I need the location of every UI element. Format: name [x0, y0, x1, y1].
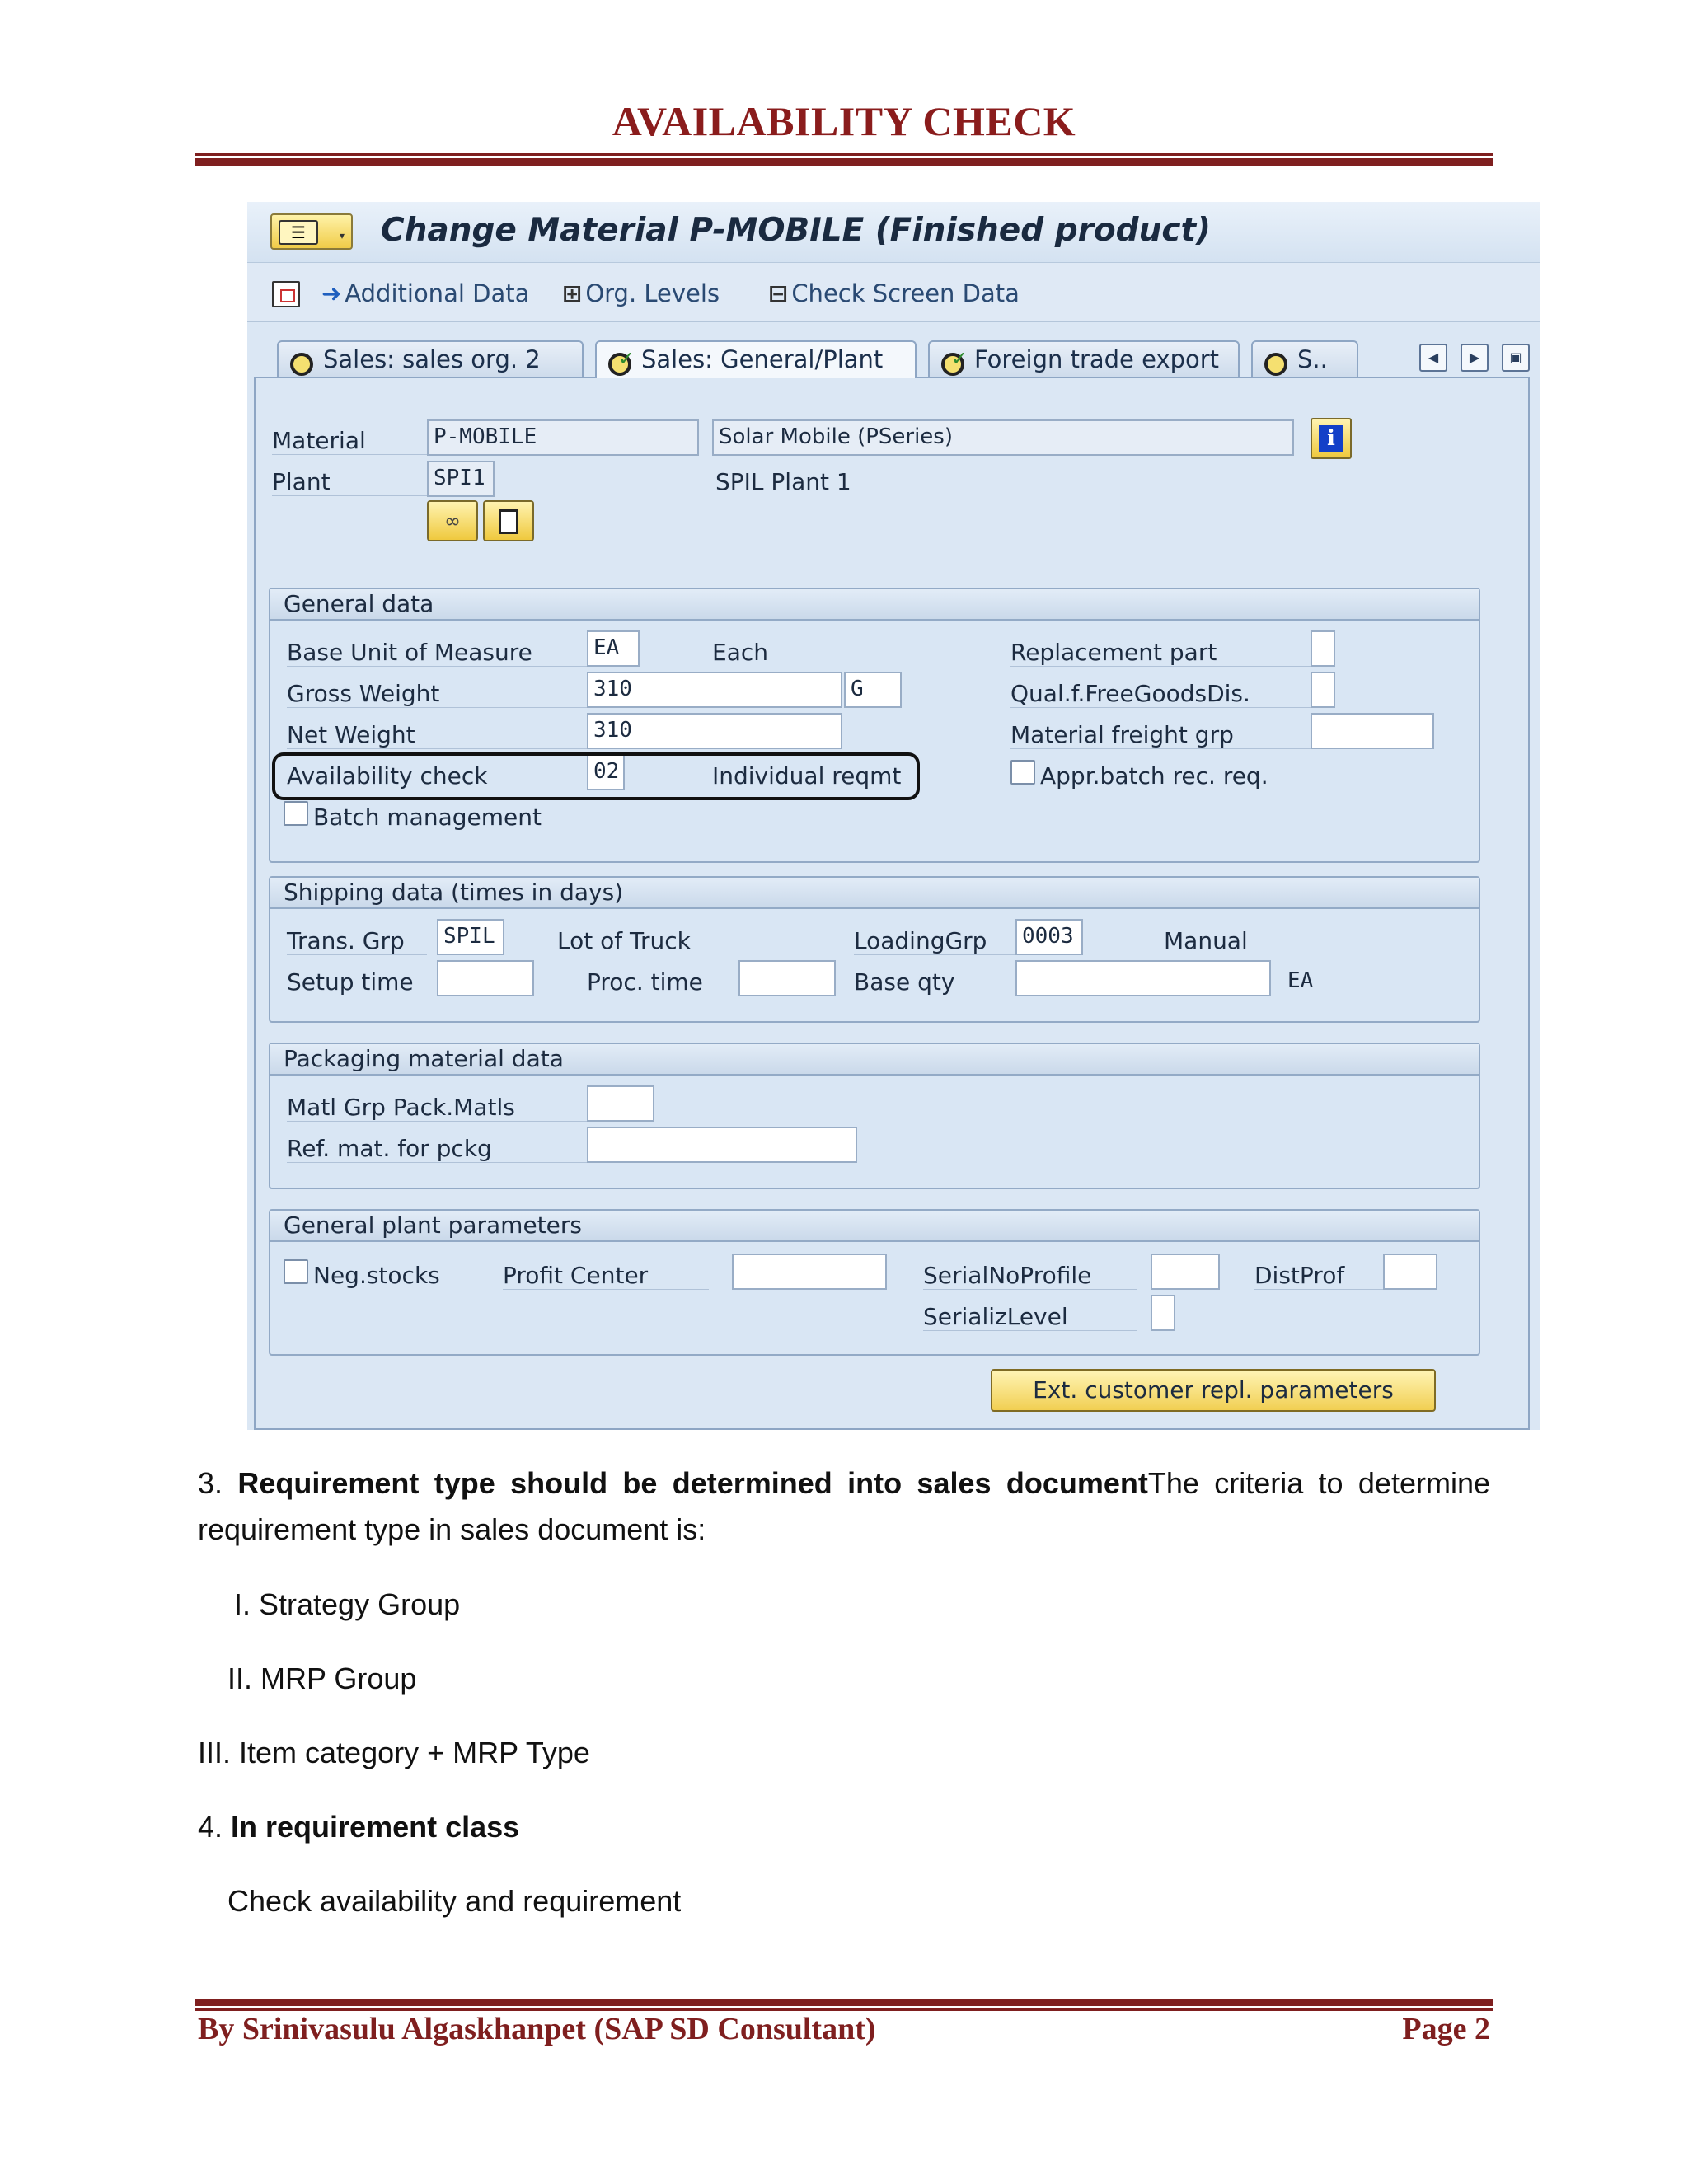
material-field[interactable]: P-MOBILE — [427, 419, 699, 456]
footer-rule-thick — [195, 1999, 1493, 2006]
trans-grp-text: Lot of Truck — [557, 927, 691, 954]
org-levels-button[interactable] — [562, 279, 720, 307]
base-uom-text: Each — [712, 639, 768, 666]
qual-free-goods-label: Qual.f.FreeGoodsDis. — [1010, 680, 1315, 708]
check-screen-data-button[interactable] — [768, 279, 1020, 307]
requirement-class-text: Check availability and requirement — [227, 1884, 682, 1918]
plant-label: Plant — [272, 468, 445, 496]
ref-mat-pckg-field[interactable] — [587, 1127, 857, 1163]
qual-free-goods-field[interactable] — [1311, 672, 1335, 708]
base-qty-label: Base qty — [854, 968, 1019, 996]
check-screen-data-label: Check Screen Data — [791, 279, 1020, 307]
additional-data-button[interactable] — [321, 279, 529, 307]
hierarchy-icon: ⊞ — [562, 279, 583, 307]
bold-heading: Requirement type should be determined into sales document — [237, 1466, 1148, 1500]
net-weight-label: Net Weight — [287, 721, 592, 749]
weight-unit-field[interactable]: G — [844, 672, 902, 708]
tab-complete-icon — [607, 348, 635, 371]
ext-customer-repl-parameters-button[interactable]: Ext. customer repl. parameters — [991, 1369, 1436, 1412]
tab-foreign-trade-export[interactable] — [928, 340, 1240, 378]
check-screen-icon: ⊟ — [768, 279, 789, 307]
proc-time-field[interactable] — [738, 960, 836, 996]
loading-grp-text: Manual — [1164, 927, 1248, 954]
profit-center-label: Profit Center — [503, 1262, 709, 1290]
gross-weight-label: Gross Weight — [287, 680, 592, 708]
availability-check-text: Individual reqmt — [712, 762, 902, 790]
additional-data-label: Additional Data — [345, 279, 530, 307]
item-number: 3. — [198, 1466, 238, 1500]
info-button[interactable] — [1311, 418, 1352, 459]
group-title: Shipping data (times in days) — [270, 878, 1479, 909]
tab-label: Foreign trade export — [974, 345, 1220, 373]
replacement-part-label: Replacement part — [1010, 639, 1315, 667]
replacement-part-field[interactable] — [1311, 630, 1335, 667]
tab-strip — [247, 332, 1540, 378]
header-rule-thick — [195, 158, 1493, 166]
trans-grp-field[interactable]: SPIL — [437, 919, 504, 955]
tab-sales-org-2[interactable] — [277, 340, 584, 378]
dist-prof-field[interactable] — [1383, 1254, 1437, 1290]
tab-label: Sales: sales org. 2 — [323, 345, 541, 373]
serial-no-profile-field[interactable] — [1151, 1254, 1220, 1290]
profit-center-field[interactable] — [732, 1254, 887, 1290]
batch-management-label: Batch management — [313, 804, 542, 831]
tab-complete-icon — [940, 348, 968, 371]
header-rule-thin — [195, 153, 1493, 156]
trans-grp-label: Trans. Grp — [287, 927, 427, 955]
window-title: Change Material P-MOBILE (Finished product) — [381, 212, 1211, 249]
system-menu-icon: ☰ — [279, 220, 318, 245]
group-title: General data — [270, 589, 1479, 621]
tab-label: S.. — [1297, 345, 1328, 373]
tab-list-button[interactable]: ▣ — [1502, 344, 1530, 372]
group-title: Packaging material data — [270, 1044, 1479, 1076]
setup-time-label: Setup time — [287, 968, 427, 996]
arrow-right-icon: ➜ — [321, 279, 342, 307]
list-item: III. Item category + MRP Type — [198, 1736, 590, 1769]
tab-more[interactable] — [1251, 340, 1358, 378]
application-toolbar — [247, 263, 1540, 322]
availability-check-label: Availability check — [287, 762, 592, 790]
list-item: I. Strategy Group — [234, 1587, 461, 1621]
system-menu-button[interactable] — [270, 213, 353, 250]
ref-mat-pckg-label: Ref. mat. for pckg — [287, 1135, 592, 1163]
base-qty-field[interactable] — [1015, 960, 1271, 996]
glasses-button[interactable] — [427, 500, 478, 541]
long-text-button[interactable] — [483, 500, 534, 541]
chevron-down-icon: ▾ — [339, 230, 345, 241]
appr-batch-label: Appr.batch rec. req. — [1040, 762, 1268, 790]
paragraph-text: The criteria to determine requirement type in sales document is: — [198, 1466, 1490, 1546]
dist-prof-label: DistProf — [1254, 1262, 1386, 1290]
gross-weight-field[interactable]: 310 — [587, 672, 842, 708]
item-number: 4. — [198, 1810, 232, 1844]
loading-grp-field[interactable]: 0003 — [1015, 919, 1083, 955]
serial-no-profile-label: SerialNoProfile — [923, 1262, 1137, 1290]
base-uom-field[interactable]: EA — [587, 630, 640, 667]
document-icon — [499, 509, 518, 534]
group-title: General plant parameters — [270, 1211, 1479, 1242]
material-freight-grp-label: Material freight grp — [1010, 721, 1315, 749]
list-item: II. MRP Group — [227, 1661, 417, 1695]
document-title: AVAILABILITY CHECK — [612, 98, 1076, 144]
glasses-icon: ∞ — [444, 509, 461, 532]
net-weight-field[interactable]: 310 — [587, 713, 842, 749]
batch-management-checkbox[interactable] — [284, 801, 308, 826]
appr-batch-checkbox[interactable] — [1010, 760, 1035, 785]
serializ-level-label: SerializLevel — [923, 1303, 1137, 1331]
page-number: Page 2 — [1402, 2012, 1490, 2046]
availability-check-highlight — [272, 752, 920, 800]
tab-scroll-right-button[interactable]: ▶ — [1461, 344, 1489, 372]
serializ-level-field[interactable] — [1151, 1295, 1175, 1331]
paragraph-requirement-type — [198, 1460, 1490, 1553]
matl-grp-pack-field[interactable] — [587, 1085, 654, 1122]
base-qty-unit: EA — [1287, 968, 1314, 993]
plant-description: SPIL Plant 1 — [715, 468, 851, 495]
availability-check-field[interactable]: 02 — [587, 754, 625, 790]
neg-stocks-checkbox[interactable] — [284, 1259, 308, 1284]
setup-time-field[interactable] — [437, 960, 534, 996]
sap-screenshot — [247, 202, 1540, 1430]
plant-field[interactable]: SPI1 — [427, 461, 495, 497]
org-levels-label: Org. Levels — [585, 279, 720, 307]
material-label: Material — [272, 427, 445, 455]
requirement-class-heading — [198, 1810, 519, 1844]
tab-sales-general-plant[interactable] — [595, 340, 917, 378]
tab-label: Sales: General/Plant — [641, 345, 884, 373]
bold-heading: In requirement class — [231, 1810, 520, 1844]
info-icon: i — [1319, 425, 1343, 452]
other-material-icon[interactable] — [272, 281, 300, 307]
material-freight-grp-field[interactable] — [1311, 713, 1434, 749]
neg-stocks-label: Neg.stocks — [313, 1262, 440, 1289]
loading-grp-label: LoadingGrp — [854, 927, 1019, 955]
footer-author: By Srinivasulu Algaskhanpet (SAP SD Consultant) — [198, 2012, 876, 2046]
tab-status-icon — [288, 348, 316, 371]
matl-grp-pack-label: Matl Grp Pack.Matls — [287, 1094, 592, 1122]
material-description-field[interactable]: Solar Mobile (PSeries) — [712, 419, 1294, 456]
sap-title-bar — [247, 202, 1540, 263]
base-uom-label: Base Unit of Measure — [287, 639, 592, 667]
proc-time-label: Proc. time — [587, 968, 743, 996]
tab-status-icon — [1263, 348, 1291, 371]
tab-scroll-left-button[interactable]: ◀ — [1419, 344, 1447, 372]
